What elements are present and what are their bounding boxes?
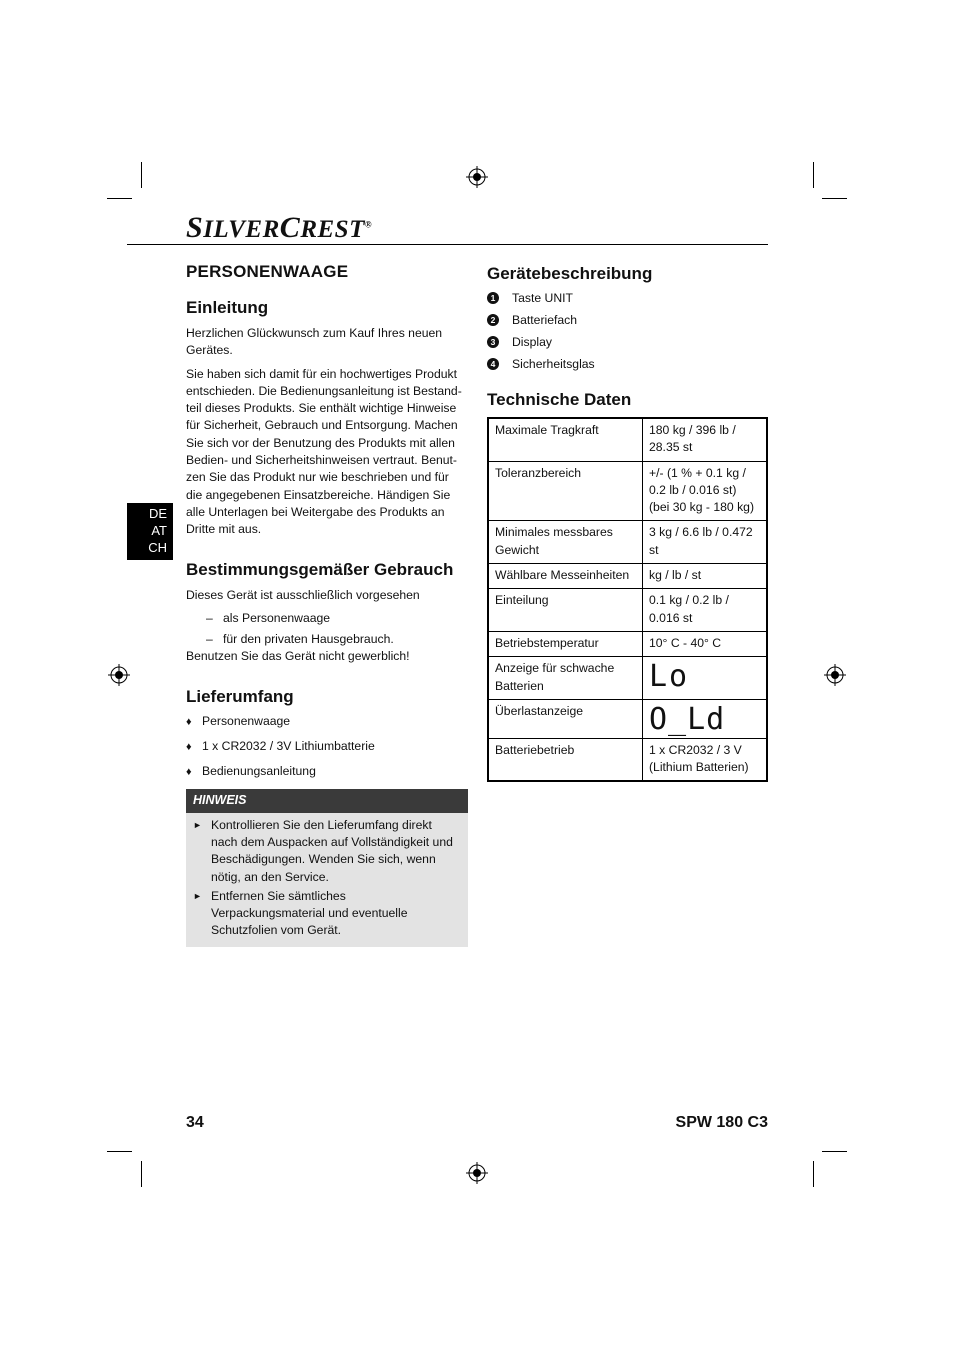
section-heading-bestimmung: Bestimmungsgemäßer Gebrauch — [186, 559, 454, 579]
spec-table — [487, 417, 768, 782]
section-heading-einleitung: Einleitung — [186, 298, 269, 317]
list-item-text: als Personenwaage — [223, 610, 331, 625]
list-item-text: Batteriefach — [512, 313, 578, 327]
page-number: 34 — [186, 1114, 204, 1131]
paragraph: Dieses Gerät ist ausschließlich vorgesehen — [186, 587, 420, 602]
spec-value-display — [643, 699, 768, 738]
model-number: SPW 180 C3 — [675, 1114, 768, 1131]
table-row — [488, 418, 767, 461]
spec-value: 180 kg / 396 lb / 28.35 st — [643, 418, 768, 461]
lang-at: AT — [151, 523, 167, 538]
list-item-text: Bedienungsanleitung — [202, 764, 316, 779]
paragraph: Benutzen Sie das Gerät nicht gewerblich! — [186, 649, 410, 664]
list-item — [186, 763, 468, 781]
table-row — [488, 521, 767, 564]
table-row — [488, 657, 767, 700]
list-item — [487, 309, 768, 331]
list-item-text: Display — [512, 335, 552, 349]
logo-letters: ILVER — [203, 216, 280, 243]
spec-key: Anzeige für schwache Batterien — [488, 657, 643, 700]
section-heading-technik: Technische Daten — [487, 390, 632, 409]
list-item-text: für den privaten Hausgebrauch. — [223, 632, 394, 647]
table-row — [488, 738, 767, 781]
table-row — [488, 589, 767, 632]
spec-key: Maximale Tragkraft — [488, 418, 643, 461]
number-badge: 1 — [487, 292, 499, 304]
list-item — [487, 287, 768, 309]
crop-mark — [813, 1161, 814, 1187]
number-badge: 2 — [487, 314, 499, 326]
hinweis-text: Kontrollieren Sie den Lieferumfang direkt nach dem Auspacken auf Vollständigkeit und Beschädigungen. Wenden Sie sich, wenn nötig, an den Service. — [211, 817, 453, 884]
crop-mark — [141, 162, 142, 188]
section-heading-geraet: Gerätebeschreibung — [487, 264, 653, 283]
lang-ch: CH — [148, 540, 167, 555]
lcd-display-old: O_Ld — [649, 701, 726, 737]
registered-mark: ® — [364, 219, 373, 230]
table-row — [488, 461, 767, 521]
logo-letter: C — [279, 211, 301, 244]
number-badge: 4 — [487, 358, 499, 370]
arrow-bullet-icon: ► — [193, 890, 202, 901]
lcd-display-lo: Lo — [649, 659, 690, 695]
crop-mark — [822, 1151, 847, 1152]
spec-value: 1 x CR2032 / 3 V (Lithium Batterien) — [643, 738, 768, 781]
paragraph: Sie haben sich damit für ein hochwertiges Produkt entschieden. Die Bedienungsanleitung ist Bestand-teil dieses Produkts. Sie enthält wichtige Hinweise für Sicherheit, Gebrauch und Entsorgung. Machen Sie sich vor der Benutzung des Produkts mit allen Bedien- und Sicherheitshinweisen vertraut. Benut-zen Sie das Produkt nur wie beschrieben und für die angegebenen Einsatzbereiche. Händigen Sie alle Unterlagen bei Weitergabe des Produkts an Dritte mit aus. — [186, 366, 462, 537]
registration-mark-icon — [466, 166, 488, 188]
registration-mark-icon — [108, 664, 130, 686]
diamond-bullet-icon: ♦ — [186, 715, 192, 728]
list-item: – für den privaten Hausgebrauch. — [206, 632, 394, 647]
spec-key: Überlastanzeige — [488, 699, 643, 738]
spec-value: 10° C - 40° C — [643, 631, 768, 656]
brand-logo — [186, 211, 372, 245]
list-item-text: Personenwaage — [202, 713, 291, 728]
table-row — [488, 631, 767, 656]
spec-key: Betriebstemperatur — [488, 631, 643, 656]
crop-mark — [813, 162, 814, 188]
paragraph: Herzlichen Glückwunsch zum Kauf Ihres neuen Gerätes. — [186, 326, 443, 358]
hinweis-box — [186, 789, 468, 947]
spec-key: Wählbare Messeinheiten — [488, 564, 643, 589]
hinweis-title: HINWEIS — [186, 789, 468, 813]
logo-letter: S — [186, 211, 204, 244]
hinweis-item — [193, 817, 461, 886]
right-column — [487, 262, 768, 782]
list-item — [487, 353, 768, 375]
list-item-text: Taste UNIT — [512, 291, 573, 305]
list-item: – als Personenwaage — [206, 610, 331, 625]
list-item — [487, 331, 768, 353]
spec-key: Minimales messbares Gewicht — [488, 521, 643, 564]
number-badge: 3 — [487, 336, 499, 348]
main-title: PERSONENWAAGE — [186, 262, 349, 281]
registration-mark-icon — [824, 664, 846, 686]
arrow-bullet-icon: ► — [193, 819, 202, 830]
crop-mark — [141, 1161, 142, 1187]
crop-mark — [822, 198, 847, 199]
section-heading-lieferumfang: Lieferumfang — [186, 686, 294, 706]
hinweis-item — [193, 888, 461, 940]
crop-mark — [107, 1151, 132, 1152]
spec-key: Einteilung — [488, 589, 643, 632]
registration-mark-icon — [466, 1162, 488, 1184]
list-item — [186, 738, 468, 756]
spec-value: +/- (1 % + 0.1 kg / 0.2 lb / 0.016 st) (bei 30 kg - 180 kg) — [643, 461, 768, 521]
spec-value: kg / lb / st — [643, 564, 768, 589]
list-item-text: 1 x CR2032 / 3V Lithiumbatterie — [202, 739, 375, 754]
diamond-bullet-icon: ♦ — [186, 741, 192, 754]
spec-key: Batteriebetrieb — [488, 738, 643, 781]
hinweis-text: Entfernen Sie sämtliches Verpackungsmaterial und eventuelle Schutzfolien vom Gerät. — [211, 888, 408, 938]
crop-mark — [107, 198, 132, 199]
spec-value: 0.1 kg / 0.2 lb / 0.016 st — [643, 589, 768, 632]
list-item — [186, 713, 468, 731]
logo-letters: REST — [300, 216, 365, 243]
language-tab — [127, 503, 173, 560]
diamond-bullet-icon: ♦ — [186, 766, 192, 779]
table-row — [488, 564, 767, 589]
lang-de: DE — [148, 506, 167, 521]
table-row — [488, 699, 767, 738]
spec-value-display — [643, 657, 768, 700]
spec-key: Toleranzbereich — [488, 461, 643, 521]
left-column — [186, 262, 468, 947]
header-rule — [127, 244, 768, 245]
spec-value: 3 kg / 6.6 lb / 0.472 st — [643, 521, 768, 564]
list-item-text: Sicherheitsglas — [512, 357, 595, 371]
